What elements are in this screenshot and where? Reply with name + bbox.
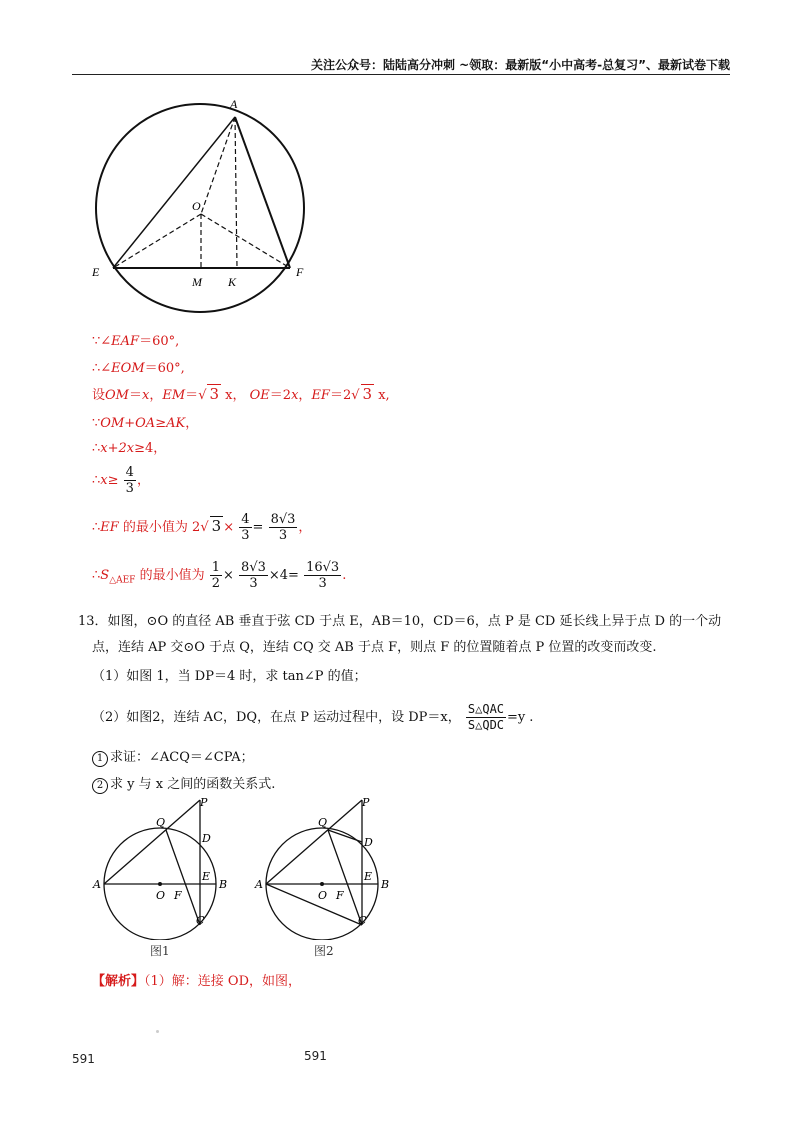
fig2-label-Q: Q	[318, 816, 328, 829]
analysis-text: （1）解：连接 OD，如图，	[144, 974, 301, 989]
figure-caption-2: 图2	[314, 944, 334, 958]
label-F: F	[296, 265, 304, 279]
solution-line-4: ∵OM+OA≥AK，	[92, 416, 199, 431]
speck	[156, 1030, 159, 1033]
fig1-label-P: P	[200, 796, 208, 809]
header-rule	[72, 74, 730, 75]
label-E: E	[92, 265, 100, 279]
question-sub-2: （2）如图2，连结 AC，DQ，在点 P 运动过程中，设 DP＝x， $\frac{\text{S△QAC}}{\text{S△QDC}}$ =y .	[92, 702, 534, 732]
fig1-label-A: A	[93, 878, 101, 891]
figure-circle-triangle	[80, 90, 340, 330]
solution-line-8: $\therefore S_{\triangle AEF}$ 的最小值为 $\frac{1}{2}$ × $\frac{8√3}{3}$ ×4= $\frac{16√3}{3}$ .	[92, 560, 347, 591]
fig2-label-C: C	[358, 914, 367, 927]
fig2-label-E: E	[364, 870, 373, 883]
solution-line-7: ∴EF 的最小值为 2√ 3 × $\frac{4}{3}$ = $\frac{8√3}{3}$ ，	[92, 512, 312, 543]
figure-question-13	[80, 790, 410, 940]
fig2-label-P: P	[362, 796, 370, 809]
fig1-label-F: F	[174, 889, 182, 902]
label-A: A	[230, 97, 238, 111]
analysis-line	[92, 970, 301, 989]
page-number-left: 591	[72, 1052, 95, 1066]
solution-line-2: ∴∠EOM＝60°,	[92, 361, 185, 376]
fig1-label-O: O	[156, 889, 166, 902]
fig1-label-E: E	[202, 870, 211, 883]
label-O: O	[192, 199, 201, 213]
solution-line-6: ∴x≥ $\frac{4}{3}$ ，	[92, 465, 150, 496]
figure-caption-1: 图1	[150, 944, 170, 958]
fig1-label-D: D	[202, 832, 211, 845]
fig1-label-C: C	[196, 914, 205, 927]
label-M: M	[192, 275, 202, 289]
fig2-label-D: D	[364, 836, 373, 849]
analysis-tag: 【解析】	[92, 974, 145, 989]
fig1-label-Q: Q	[156, 816, 166, 829]
solution-line-5: ∴x+2x≥4，	[92, 441, 167, 456]
fig1-label-B: B	[219, 878, 228, 891]
fig2-label-B: B	[381, 878, 390, 891]
solution-line-1: ∵∠EAF＝60°,	[92, 334, 180, 349]
question-line-1: 13．如图，⊙O 的直径 AB 垂直于弦 CD 于点 E，AB＝10，CD＝6，点 P 是 CD 延长线上异于点 D 的一个动	[78, 614, 722, 629]
fig2-label-O: O	[318, 889, 328, 902]
page-header: 关注公众号：陆陆高分冲刺 ~领取：最新版“小中高考-总复习”、最新试卷下载	[311, 58, 730, 72]
question-part-1: 1 求证：∠ACQ＝∠CPA；	[92, 746, 254, 767]
solution-line-3: 设OM＝x，EM＝√ 3 x， OE＝2x，EF＝2√ 3 x,	[92, 385, 390, 403]
page-number-center: 591	[304, 1049, 327, 1063]
question-sub-1: （1）如图 1，当 DP＝4 时，求 tan∠P 的值；	[92, 669, 367, 684]
fig2-label-A: A	[255, 878, 263, 891]
fig2-label-F: F	[336, 889, 344, 902]
label-K: K	[228, 275, 237, 289]
question-line-2: 点，连结 AP 交⊙O 于点 Q，连结 CQ 交 AB 于点 F，则点 F 的位置随着点 P 位置的改变而改变.	[92, 640, 657, 655]
question-part-2: 2 求 y 与 x 之间的函数关系式.	[92, 773, 275, 794]
